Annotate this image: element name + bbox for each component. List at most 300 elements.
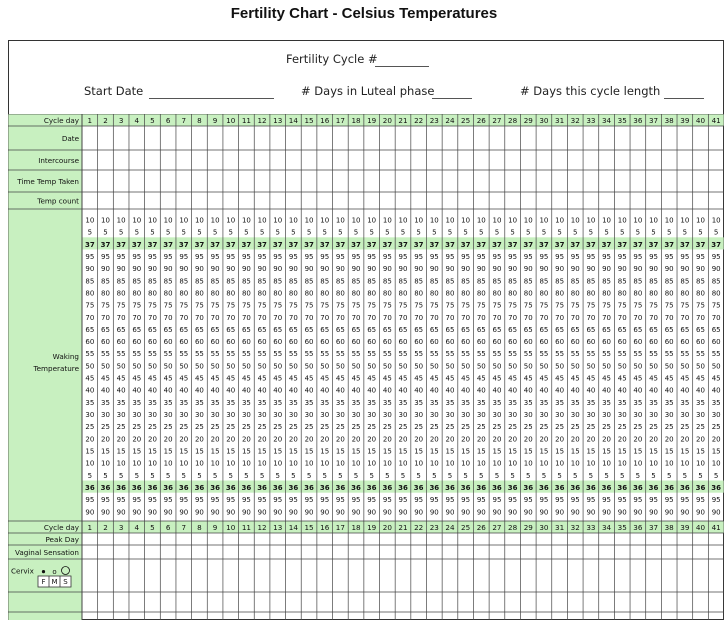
temperature-tick: 35 — [335, 398, 345, 407]
temperature-tick: 15 — [476, 447, 486, 456]
temperature-tick: 5 — [494, 471, 500, 480]
temperature-tick: 40 — [414, 386, 424, 395]
row-label-temp_count: Temp count — [37, 196, 79, 206]
temperature-tick: 70 — [523, 313, 533, 322]
cycle-day-number: 35 — [617, 116, 627, 125]
temperature-tick: 10 — [649, 459, 658, 468]
temperature-tick: 90 — [382, 508, 392, 517]
temperature-tick: 37 — [366, 240, 377, 249]
temperature-tick: 20 — [335, 435, 345, 444]
temperature-tick: 36 — [429, 484, 440, 493]
temperature-tick: 45 — [101, 374, 110, 383]
temperature-tick: 35 — [633, 398, 643, 407]
temperature-tick: 20 — [680, 435, 690, 444]
temperature-tick: 35 — [664, 398, 674, 407]
temperature-tick: 36 — [84, 484, 95, 493]
temperature-tick: 95 — [711, 252, 721, 261]
cycle-day-number: 31 — [555, 523, 565, 532]
temperature-tick: 50 — [508, 362, 518, 371]
cycle-day-number: 10 — [226, 116, 236, 125]
temperature-tick: 10 — [148, 459, 157, 468]
temperature-tick: 5 — [526, 471, 531, 480]
cycle-day-number: 5 — [150, 116, 155, 125]
temperature-tick: 36 — [225, 484, 236, 493]
temperature-tick: 90 — [382, 265, 392, 274]
temperature-tick: 90 — [649, 265, 658, 274]
cycle-day-number: 36 — [633, 523, 643, 532]
temperature-tick: 95 — [633, 496, 643, 505]
temperature-tick: 30 — [320, 411, 330, 420]
temperature-tick: 65 — [367, 325, 377, 334]
temperature-tick: 37 — [429, 240, 440, 249]
temperature-tick: 85 — [602, 277, 612, 286]
temperature-tick: 50 — [320, 362, 330, 371]
temperature-tick: 90 — [461, 265, 471, 274]
temperature-tick: 37 — [100, 240, 111, 249]
temperature-tick: 30 — [445, 411, 455, 420]
temperature-tick: 36 — [492, 484, 502, 493]
temperature-tick: 95 — [492, 496, 502, 505]
temperature-tick: 95 — [476, 496, 486, 505]
temperature-tick: 80 — [539, 289, 549, 298]
temperature-tick: 90 — [570, 508, 580, 517]
temperature-tick: 15 — [226, 447, 236, 456]
temperature-tick: 80 — [273, 289, 283, 298]
cycle-day-number: 18 — [351, 116, 361, 125]
temperature-tick: 35 — [101, 398, 110, 407]
temperature-tick: 36 — [366, 484, 377, 493]
temperature-tick: 55 — [711, 350, 721, 359]
temperature-tick: 50 — [179, 362, 189, 371]
temperature-tick: 20 — [398, 435, 408, 444]
temperature-tick: 37 — [460, 240, 471, 249]
temperature-tick: 30 — [508, 411, 518, 420]
temperature-tick: 5 — [416, 471, 421, 480]
temperature-tick: 60 — [633, 338, 643, 347]
temperature-tick: 80 — [492, 289, 502, 298]
temperature-tick: 95 — [414, 496, 424, 505]
temperature-tick: 36 — [272, 484, 283, 493]
temperature-tick: 90 — [476, 508, 486, 517]
temperature-tick: 55 — [398, 350, 408, 359]
temperature-tick: 55 — [288, 350, 298, 359]
temperature-tick: 40 — [163, 386, 173, 395]
temperature-tick: 5 — [103, 228, 108, 237]
temperature-tick: 45 — [85, 374, 95, 383]
temperature-tick: 10 — [664, 459, 674, 468]
temperature-tick: 70 — [351, 313, 361, 322]
temperature-tick: 60 — [367, 338, 377, 347]
temperature-tick: 85 — [414, 277, 424, 286]
temperature-tick: 70 — [617, 313, 627, 322]
temperature-tick: 45 — [288, 374, 298, 383]
temperature-tick: 30 — [132, 411, 142, 420]
temperature-tick: 65 — [398, 325, 408, 334]
temperature-tick: 75 — [132, 301, 142, 310]
temperature-tick: 90 — [85, 265, 95, 274]
temperature-tick: 36 — [335, 484, 346, 493]
cycle-day-number: 10 — [226, 523, 236, 532]
temperature-tick: 55 — [523, 350, 533, 359]
temperature-tick: 70 — [398, 313, 408, 322]
cycle-day-number: 37 — [648, 116, 659, 125]
temperature-tick: 45 — [586, 374, 596, 383]
temperature-tick: 37 — [476, 240, 487, 249]
temperature-tick: 5 — [557, 471, 562, 480]
temperature-tick: 95 — [194, 252, 204, 261]
temperature-tick: 37 — [257, 240, 267, 249]
temperature-tick: 55 — [367, 350, 377, 359]
start-date-field[interactable] — [149, 98, 274, 99]
temperature-tick: 80 — [429, 289, 439, 298]
temperature-tick: 60 — [163, 338, 173, 347]
temperature-tick: 70 — [273, 313, 283, 322]
temperature-tick: 70 — [570, 313, 580, 322]
temperature-tick: 15 — [320, 447, 330, 456]
temperature-tick: 15 — [304, 447, 314, 456]
temperature-tick: 45 — [461, 374, 471, 383]
temperature-tick: 35 — [241, 398, 251, 407]
cycle-day-number: 41 — [711, 523, 721, 532]
temperature-tick: 5 — [150, 471, 155, 480]
cervix-key-open: o — [52, 567, 57, 576]
temperature-tick: 85 — [461, 277, 471, 286]
temperature-tick: 15 — [382, 447, 392, 456]
temperature-tick: 90 — [555, 265, 565, 274]
temperature-tick: 60 — [476, 338, 486, 347]
temperature-tick: 90 — [445, 265, 455, 274]
temperature-tick: 50 — [132, 362, 142, 371]
cycle-day-number: 40 — [695, 116, 706, 125]
temperature-tick: 95 — [351, 252, 361, 261]
cycle-day-number: 24 — [445, 523, 455, 532]
temperature-tick: 65 — [617, 325, 627, 334]
temperature-tick: 10 — [382, 459, 392, 468]
temperature-tick: 50 — [304, 362, 314, 371]
temperature-tick: 37 — [382, 240, 393, 249]
temperature-tick: 5 — [400, 228, 406, 237]
temperature-tick: 95 — [555, 496, 565, 505]
temperature-tick: 90 — [602, 265, 612, 274]
temperature-tick: 80 — [288, 289, 298, 298]
temperature-tick: 95 — [320, 496, 330, 505]
temperature-tick: 90 — [633, 508, 643, 517]
cervix-key-medium: M — [51, 578, 58, 586]
temperature-tick: 10 — [320, 216, 330, 225]
temperature-tick: 45 — [320, 374, 330, 383]
temperature-tick: 95 — [226, 496, 236, 505]
temperature-tick: 60 — [680, 338, 690, 347]
cycle-day-number: 17 — [335, 523, 345, 532]
temperature-tick: 45 — [194, 374, 204, 383]
temperature-tick: 36 — [570, 484, 581, 493]
temperature-tick: 95 — [179, 496, 189, 505]
temperature-tick: 5 — [510, 471, 515, 480]
temperature-tick: 55 — [320, 350, 330, 359]
temperature-tick: 5 — [447, 471, 453, 480]
temperature-tick: 5 — [604, 471, 609, 480]
temperature-tick: 65 — [257, 325, 267, 334]
temperature-tick: 36 — [116, 484, 127, 493]
temperature-tick: 90 — [335, 265, 345, 274]
temperature-tick: 55 — [649, 350, 658, 359]
temperature-tick: 70 — [163, 313, 173, 322]
temperature-tick: 15 — [351, 447, 361, 456]
temperature-tick: 85 — [273, 277, 283, 286]
temperature-tick: 35 — [429, 398, 439, 407]
temperature-tick: 90 — [320, 508, 330, 517]
temperature-tick: 40 — [617, 386, 627, 395]
temperature-tick: 90 — [351, 508, 361, 517]
temperature-tick: 10 — [429, 459, 439, 468]
temperature-tick: 50 — [492, 362, 502, 371]
temperature-tick: 5 — [604, 228, 609, 237]
temperature-tick: 85 — [508, 277, 518, 286]
row-label-peak_day: Peak Day — [45, 535, 79, 544]
temperature-tick: 36 — [695, 484, 706, 493]
temperature-tick: 15 — [508, 447, 518, 456]
temperature-tick: 50 — [288, 362, 298, 371]
temperature-tick: 10 — [351, 216, 361, 225]
temperature-tick: 55 — [226, 350, 236, 359]
temperature-tick: 55 — [351, 350, 361, 359]
temperature-tick: 5 — [197, 228, 202, 237]
temperature-tick: 50 — [382, 362, 392, 371]
temperature-tick: 90 — [273, 265, 283, 274]
temperature-tick: 75 — [148, 301, 157, 310]
temperature-tick: 30 — [711, 411, 721, 420]
temperature-tick: 75 — [633, 301, 643, 310]
temperature-tick: 10 — [539, 216, 549, 225]
temperature-tick: 37 — [147, 240, 158, 249]
temperature-tick: 75 — [476, 301, 486, 310]
temperature-tick: 36 — [241, 484, 252, 493]
cycle-day-number: 16 — [320, 523, 330, 532]
temperature-tick: 70 — [116, 313, 126, 322]
temperature-tick: 95 — [492, 252, 502, 261]
temperature-tick: 55 — [335, 350, 345, 359]
temperature-tick: 15 — [179, 447, 189, 456]
temperature-tick: 20 — [179, 435, 189, 444]
temperature-tick: 75 — [508, 301, 518, 310]
temperature-tick: 75 — [304, 301, 314, 310]
temperature-tick: 5 — [338, 471, 343, 480]
cycle-day-number: 39 — [680, 523, 690, 532]
temperature-tick: 80 — [508, 289, 518, 298]
cycle-day-number: 3 — [118, 523, 124, 532]
temperature-tick: 85 — [132, 277, 142, 286]
temperature-tick: 10 — [414, 216, 424, 225]
temperature-tick: 75 — [241, 301, 251, 310]
temperature-tick: 50 — [664, 362, 674, 371]
temperature-tick: 45 — [649, 374, 658, 383]
temperature-tick: 25 — [132, 423, 142, 432]
temperature-tick: 5 — [306, 471, 312, 480]
temperature-tick: 40 — [367, 386, 377, 395]
temperature-tick: 90 — [445, 508, 455, 517]
temperature-tick: 90 — [226, 265, 236, 274]
temperature-tick: 10 — [414, 459, 424, 468]
cycle-day-number: 13 — [273, 523, 283, 532]
temperature-tick: 45 — [617, 374, 627, 383]
temperature-tick: 35 — [132, 398, 142, 407]
temperature-tick: 5 — [619, 228, 625, 237]
row-label-temperature: Temperature — [33, 364, 79, 373]
temperature-tick: 85 — [445, 277, 455, 286]
temperature-tick: 50 — [617, 362, 627, 371]
cycle-length-field[interactable] — [664, 98, 704, 99]
temperature-tick: 40 — [210, 386, 220, 395]
temperature-tick: 25 — [273, 423, 283, 432]
temperature-tick: 80 — [696, 289, 705, 298]
temperature-tick: 85 — [194, 277, 204, 286]
temperature-tick: 60 — [257, 338, 267, 347]
temperature-tick: 37 — [178, 240, 189, 249]
temperature-tick: 50 — [257, 362, 267, 371]
cycle-day-number: 24 — [445, 116, 455, 125]
temperature-tick: 70 — [602, 313, 612, 322]
temperature-tick: 70 — [461, 313, 471, 322]
temperature-tick: 65 — [414, 325, 424, 334]
temperature-tick: 10 — [335, 459, 345, 468]
temperature-tick: 36 — [617, 484, 628, 493]
temperature-tick: 65 — [273, 325, 283, 334]
cycle-day-number: 11 — [241, 523, 251, 532]
temperature-tick: 40 — [179, 386, 189, 395]
temperature-tick: 65 — [288, 325, 298, 334]
temperature-tick: 90 — [304, 508, 314, 517]
temperature-tick: 35 — [163, 398, 173, 407]
temperature-tick: 95 — [461, 496, 471, 505]
temperature-tick: 35 — [492, 398, 502, 407]
temperature-tick: 5 — [197, 471, 202, 480]
temperature-tick: 95 — [633, 252, 643, 261]
temperature-tick: 45 — [445, 374, 455, 383]
temperature-tick: 95 — [320, 252, 330, 261]
temperature-tick: 40 — [101, 386, 110, 395]
cycle-day-number: 39 — [680, 116, 690, 125]
temperature-tick: 95 — [602, 252, 612, 261]
temperature-tick: 25 — [382, 423, 392, 432]
page-title: Fertility Chart - Celsius Temperatures — [230, 5, 498, 22]
temperature-tick: 25 — [602, 423, 612, 432]
cycle-day-number: 2 — [103, 116, 108, 125]
temperature-tick: 65 — [101, 325, 110, 334]
temperature-tick: 36 — [304, 484, 314, 493]
temperature-tick: 45 — [179, 374, 189, 383]
temperature-tick: 65 — [210, 325, 220, 334]
temperature-tick: 10 — [241, 459, 251, 468]
temperature-tick: 36 — [601, 484, 612, 493]
temperature-tick: 65 — [445, 325, 455, 334]
temperature-tick: 20 — [116, 435, 126, 444]
cycle-day-number: 33 — [586, 116, 596, 125]
temperature-tick: 95 — [210, 252, 220, 261]
temperature-tick: 10 — [445, 459, 455, 468]
temperature-tick: 85 — [664, 277, 674, 286]
temperature-tick: 5 — [87, 228, 93, 237]
temperature-tick: 15 — [101, 447, 110, 456]
temperature-tick: 70 — [210, 313, 220, 322]
temperature-tick: 80 — [367, 289, 377, 298]
cycle-day-number: 34 — [601, 116, 612, 125]
temperature-tick: 37 — [507, 240, 518, 249]
temperature-tick: 37 — [335, 240, 346, 249]
temperature-tick: 5 — [181, 471, 187, 480]
temperature-tick: 10 — [711, 459, 721, 468]
cycle-day-number: 32 — [570, 523, 580, 532]
temperature-tick: 35 — [273, 398, 283, 407]
temperature-tick: 30 — [210, 411, 220, 420]
temperature-tick: 35 — [257, 398, 267, 407]
temperature-tick: 20 — [101, 435, 110, 444]
temperature-tick: 65 — [461, 325, 471, 334]
temperature-tick: 65 — [570, 325, 580, 334]
temperature-tick: 85 — [335, 277, 345, 286]
row-label-cycle_day: Cycle day — [43, 116, 79, 125]
temperature-tick: 36 — [194, 484, 205, 493]
cycle-number-field[interactable] — [375, 66, 429, 67]
temperature-tick: 37 — [648, 240, 659, 249]
temperature-tick: 5 — [150, 228, 155, 237]
temperature-tick: 25 — [649, 423, 658, 432]
temperature-tick: 37 — [711, 240, 722, 249]
temperature-tick: 35 — [210, 398, 220, 407]
temperature-tick: 30 — [649, 411, 658, 420]
cycle-day-number: 27 — [492, 523, 502, 532]
temperature-tick: 75 — [257, 301, 267, 310]
temperature-tick: 95 — [555, 252, 565, 261]
temperature-tick: 25 — [570, 423, 580, 432]
temperature-tick: 40 — [555, 386, 565, 395]
temperature-tick: 95 — [602, 496, 612, 505]
temperature-tick: 90 — [116, 265, 126, 274]
temperature-tick: 55 — [461, 350, 471, 359]
temperature-tick: 55 — [570, 350, 580, 359]
temperature-tick: 85 — [398, 277, 408, 286]
temperature-tick: 36 — [523, 484, 534, 493]
temperature-tick: 50 — [273, 362, 283, 371]
temperature-tick: 20 — [508, 435, 518, 444]
temperature-tick: 95 — [304, 496, 314, 505]
temperature-tick: 5 — [619, 471, 625, 480]
temperature-tick: 75 — [617, 301, 627, 310]
temperature-tick: 90 — [711, 508, 721, 517]
temperature-tick: 80 — [210, 289, 220, 298]
temperature-tick: 5 — [463, 471, 468, 480]
temperature-tick: 95 — [586, 496, 596, 505]
temperature-tick: 45 — [335, 374, 345, 383]
temperature-tick: 40 — [664, 386, 674, 395]
temperature-tick: 20 — [586, 435, 596, 444]
temperature-tick: 70 — [241, 313, 251, 322]
temperature-tick: 10 — [210, 459, 220, 468]
temperature-tick: 75 — [101, 301, 110, 310]
temperature-tick: 25 — [226, 423, 236, 432]
temperature-tick: 5 — [463, 228, 468, 237]
temperature-tick: 85 — [696, 277, 705, 286]
temperature-tick: 25 — [101, 423, 110, 432]
luteal-phase-field[interactable] — [432, 98, 472, 99]
temperature-tick: 50 — [711, 362, 721, 371]
temperature-tick: 10 — [696, 216, 705, 225]
temperature-tick: 15 — [288, 447, 298, 456]
temperature-tick: 45 — [273, 374, 283, 383]
temperature-tick: 5 — [275, 228, 280, 237]
temperature-tick: 20 — [304, 435, 314, 444]
temperature-tick: 40 — [226, 386, 236, 395]
temperature-tick: 30 — [429, 411, 439, 420]
